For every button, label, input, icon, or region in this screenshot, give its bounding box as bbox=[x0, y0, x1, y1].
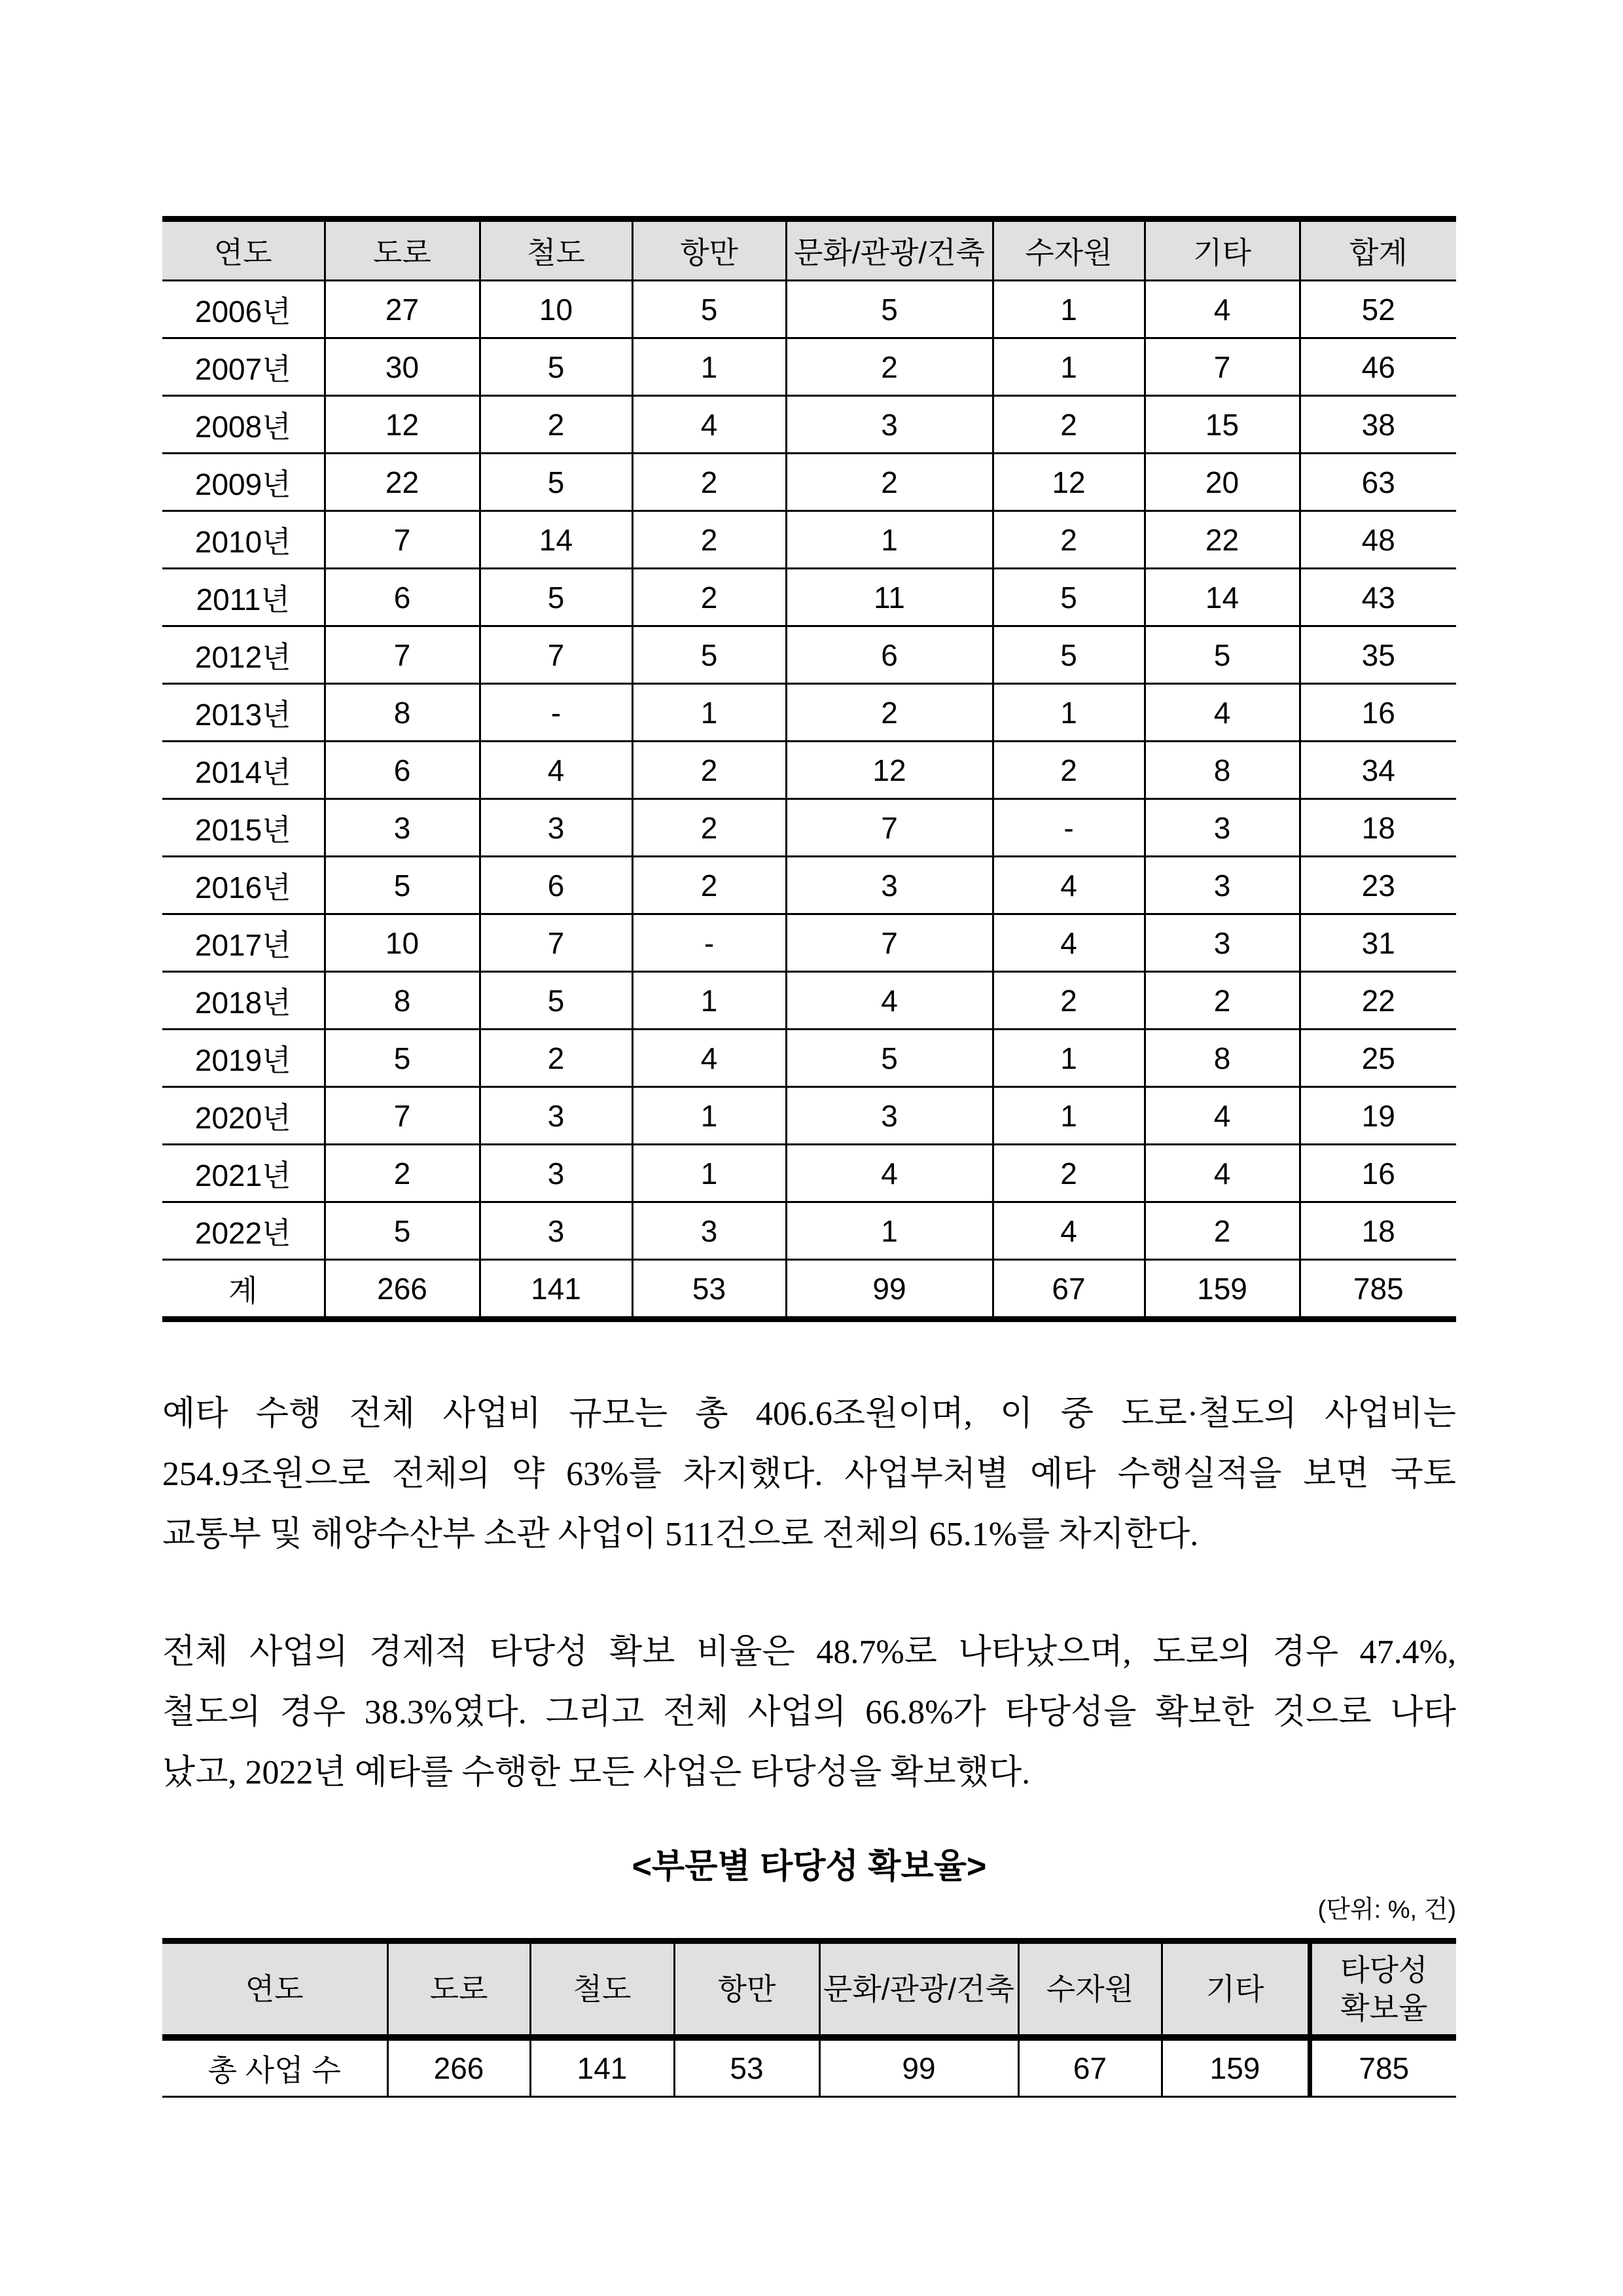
table-row bbox=[162, 742, 1456, 799]
column-header-water: 수자원 bbox=[1018, 1941, 1162, 2038]
row-label-cell: 2015년 bbox=[162, 799, 325, 857]
value-cell: 48 bbox=[1300, 511, 1456, 569]
value-cell: 46 bbox=[1300, 338, 1456, 396]
value-cell: 5 bbox=[480, 454, 632, 511]
table-row bbox=[162, 626, 1456, 684]
column-header-rail: 철도 bbox=[530, 1941, 674, 2038]
value-cell: 4 bbox=[632, 1030, 786, 1087]
value-cell: 4 bbox=[993, 914, 1145, 972]
column-header-culture: 문화/관광/건축 bbox=[786, 219, 993, 281]
table-row bbox=[162, 1087, 1456, 1145]
value-cell: 3 bbox=[480, 1087, 632, 1145]
row-label-cell: 2014년 bbox=[162, 742, 325, 799]
value-cell: 67 bbox=[993, 1260, 1145, 1319]
value-cell: 2 bbox=[993, 742, 1145, 799]
value-cell: 3 bbox=[480, 1202, 632, 1260]
value-cell: 27 bbox=[325, 281, 480, 338]
column-header-road: 도로 bbox=[387, 1941, 530, 2038]
column-header-etc: 기타 bbox=[1162, 1941, 1310, 2038]
value-cell: 7 bbox=[480, 626, 632, 684]
value-cell: 3 bbox=[786, 1087, 993, 1145]
table-header-row bbox=[162, 219, 1456, 281]
column-header-feasibility-rate: 타당성 확보율 bbox=[1310, 1941, 1456, 2038]
column-header-port: 항만 bbox=[674, 1941, 819, 2038]
row-label-cell: 2021년 bbox=[162, 1145, 325, 1202]
value-cell: 7 bbox=[480, 914, 632, 972]
page-content bbox=[162, 216, 1456, 2098]
value-cell: 5 bbox=[480, 972, 632, 1030]
column-header-year: 연도 bbox=[162, 219, 325, 281]
value-cell: 2 bbox=[632, 857, 786, 914]
value-cell: 2 bbox=[480, 1030, 632, 1087]
value-cell: 2 bbox=[993, 972, 1145, 1030]
row-label-cell: 2016년 bbox=[162, 857, 325, 914]
value-cell: 2 bbox=[480, 396, 632, 454]
value-cell: 5 bbox=[993, 569, 1145, 626]
value-cell: 12 bbox=[325, 396, 480, 454]
column-header-road: 도로 bbox=[325, 219, 480, 281]
value-cell: 785 bbox=[1300, 1260, 1456, 1319]
table-row bbox=[162, 569, 1456, 626]
value-cell: 35 bbox=[1300, 626, 1456, 684]
value-cell: 30 bbox=[325, 338, 480, 396]
table-row bbox=[162, 1030, 1456, 1087]
value-cell: 7 bbox=[786, 914, 993, 972]
value-cell: 43 bbox=[1300, 569, 1456, 626]
value-cell: 10 bbox=[325, 914, 480, 972]
column-header-rail: 철도 bbox=[480, 219, 632, 281]
value-cell: 5 bbox=[1145, 626, 1300, 684]
value-cell: 5 bbox=[786, 1030, 993, 1087]
value-cell: 2 bbox=[993, 1145, 1145, 1202]
table-row bbox=[162, 1260, 1456, 1319]
row-label-cell: 2018년 bbox=[162, 972, 325, 1030]
value-cell: 12 bbox=[786, 742, 993, 799]
value-cell: 99 bbox=[786, 1260, 993, 1319]
value-cell: 2 bbox=[325, 1145, 480, 1202]
row-label-cell: 2017년 bbox=[162, 914, 325, 972]
value-cell: 20 bbox=[1145, 454, 1300, 511]
value-cell: 3 bbox=[480, 799, 632, 857]
table-header-row bbox=[162, 1941, 1456, 2038]
value-cell: 5 bbox=[632, 281, 786, 338]
paragraph-line: 전체 사업의 경제적 타당성 확보 비율은 48.7%로 나타났으며, 도로의 경우 47.4%, bbox=[162, 1634, 1456, 1671]
table-row bbox=[162, 511, 1456, 569]
value-cell: 3 bbox=[786, 396, 993, 454]
value-cell: 266 bbox=[387, 2037, 530, 2097]
value-cell: 2 bbox=[993, 511, 1145, 569]
value-cell: 159 bbox=[1162, 2037, 1310, 2097]
value-cell: 2 bbox=[632, 511, 786, 569]
value-cell: 4 bbox=[1145, 281, 1300, 338]
table-row bbox=[162, 1202, 1456, 1260]
row-label-cell: 총 사업 수 bbox=[207, 2053, 341, 2087]
value-cell: 7 bbox=[325, 511, 480, 569]
yearly-sector-table-body bbox=[162, 281, 1456, 1319]
value-cell: 99 bbox=[819, 2037, 1018, 2097]
value-cell: 53 bbox=[632, 1260, 786, 1319]
value-cell: 16 bbox=[1300, 1145, 1456, 1202]
value-cell: 7 bbox=[325, 1087, 480, 1145]
value-cell: 3 bbox=[1145, 914, 1300, 972]
row-label-cell: 2013년 bbox=[162, 684, 325, 742]
value-cell: 19 bbox=[1300, 1087, 1456, 1145]
value-cell: 18 bbox=[1300, 1202, 1456, 1260]
table2-wrapper bbox=[162, 1938, 1456, 2098]
row-label-cell: 2009년 bbox=[162, 454, 325, 511]
table2-title: <부문별 타당성 확보율> bbox=[632, 1848, 987, 1886]
value-cell: 4 bbox=[480, 742, 632, 799]
value-cell: 3 bbox=[632, 1202, 786, 1260]
value-cell: 2 bbox=[632, 569, 786, 626]
value-cell: 22 bbox=[1145, 511, 1300, 569]
value-cell: 31 bbox=[1300, 914, 1456, 972]
table-row bbox=[162, 799, 1456, 857]
column-header-year: 연도 bbox=[162, 1941, 387, 2038]
value-cell: 25 bbox=[1300, 1030, 1456, 1087]
value-cell: 8 bbox=[1145, 742, 1300, 799]
value-cell: 7 bbox=[786, 799, 993, 857]
value-cell: 8 bbox=[325, 972, 480, 1030]
row-label-cell: 2022년 bbox=[162, 1202, 325, 1260]
value-cell: 12 bbox=[993, 454, 1145, 511]
value-cell: 266 bbox=[325, 1260, 480, 1319]
value-cell: 14 bbox=[480, 511, 632, 569]
value-cell: 3 bbox=[325, 799, 480, 857]
row-label-cell: 2012년 bbox=[162, 626, 325, 684]
value-cell: 2 bbox=[786, 684, 993, 742]
table2-unit-note: (단위: %, 건) bbox=[1317, 1896, 1456, 1924]
table-row bbox=[162, 684, 1456, 742]
value-cell: 34 bbox=[1300, 742, 1456, 799]
value-cell: 6 bbox=[786, 626, 993, 684]
value-cell: 1 bbox=[632, 338, 786, 396]
row-label-cell: 2019년 bbox=[162, 1030, 325, 1087]
feasibility-rate-table-body bbox=[162, 2037, 1456, 2097]
value-cell: 4 bbox=[786, 1145, 993, 1202]
value-cell: 67 bbox=[1018, 2037, 1162, 2097]
paragraph-feasibility-rate bbox=[162, 1623, 1456, 1803]
value-cell: 3 bbox=[480, 1145, 632, 1202]
value-cell: 23 bbox=[1300, 857, 1456, 914]
table-row bbox=[162, 2037, 1456, 2097]
value-cell: 3 bbox=[786, 857, 993, 914]
row-label-cell: 2006년 bbox=[194, 294, 291, 329]
value-cell: 6 bbox=[325, 742, 480, 799]
value-cell: 2 bbox=[786, 338, 993, 396]
value-cell: 2 bbox=[632, 742, 786, 799]
value-cell: 141 bbox=[480, 1260, 632, 1319]
value-cell: 5 bbox=[632, 626, 786, 684]
value-cell: 4 bbox=[786, 972, 993, 1030]
column-header-etc: 기타 bbox=[1145, 219, 1300, 281]
value-cell: 22 bbox=[1300, 972, 1456, 1030]
table-row bbox=[162, 338, 1456, 396]
value-cell: 16 bbox=[1300, 684, 1456, 742]
table-row bbox=[162, 454, 1456, 511]
value-cell: 4 bbox=[1145, 1087, 1300, 1145]
value-cell: 4 bbox=[1145, 684, 1300, 742]
table-row bbox=[162, 972, 1456, 1030]
value-cell: 8 bbox=[325, 684, 480, 742]
row-label-cell: 2007년 bbox=[162, 338, 325, 396]
paragraph-line: 예타 수행 전체 사업비 규모는 총 406.6조원이며, 이 중 도로·철도의 사업비는 bbox=[162, 1395, 1456, 1433]
value-cell: 11 bbox=[786, 569, 993, 626]
value-cell: 5 bbox=[325, 857, 480, 914]
value-cell: 63 bbox=[1300, 454, 1456, 511]
value-cell: 8 bbox=[1145, 1030, 1300, 1087]
value-cell: 6 bbox=[325, 569, 480, 626]
value-cell: 141 bbox=[530, 2037, 674, 2097]
value-cell: 6 bbox=[480, 857, 632, 914]
value-cell: 1 bbox=[786, 1202, 993, 1260]
paragraph-project-cost bbox=[162, 1384, 1456, 1565]
yearly-sector-table bbox=[162, 216, 1456, 1322]
value-cell: 7 bbox=[325, 626, 480, 684]
value-cell: 10 bbox=[480, 281, 632, 338]
feasibility-rate-table bbox=[162, 1938, 1456, 2098]
value-cell: 4 bbox=[993, 857, 1145, 914]
value-cell: - bbox=[480, 684, 632, 742]
value-cell: 1 bbox=[993, 1030, 1145, 1087]
value-cell: 53 bbox=[674, 2037, 819, 2097]
value-cell: 5 bbox=[325, 1030, 480, 1087]
value-cell: 2 bbox=[632, 454, 786, 511]
value-cell: 1 bbox=[786, 511, 993, 569]
value-cell: 7 bbox=[1145, 338, 1300, 396]
value-cell: 1 bbox=[993, 684, 1145, 742]
value-cell: 15 bbox=[1145, 396, 1300, 454]
value-cell: 1 bbox=[993, 1087, 1145, 1145]
value-cell: 1 bbox=[632, 972, 786, 1030]
value-cell: 2 bbox=[632, 799, 786, 857]
value-cell: 2 bbox=[993, 396, 1145, 454]
column-header-port: 항만 bbox=[632, 219, 786, 281]
value-cell: 785 bbox=[1310, 2037, 1456, 2097]
value-cell: 3 bbox=[1145, 857, 1300, 914]
row-label-cell: 2010년 bbox=[162, 511, 325, 569]
table-row bbox=[162, 1145, 1456, 1202]
value-cell: 1 bbox=[993, 281, 1145, 338]
value-cell: 2 bbox=[786, 454, 993, 511]
table-row bbox=[162, 914, 1456, 972]
value-cell: 18 bbox=[1300, 799, 1456, 857]
paragraph-line: 철도의 경우 38.3%였다. 그리고 전체 사업의 66.8%가 타당성을 확보한 것으로 나타 bbox=[162, 1694, 1456, 1731]
value-cell: 1 bbox=[993, 338, 1145, 396]
row-label-cell: 계 bbox=[162, 1260, 325, 1319]
row-label-cell: 2011년 bbox=[162, 569, 325, 626]
value-cell: 5 bbox=[480, 338, 632, 396]
paragraph-line: 났고, 2022년 예타를 수행한 모든 사업은 타당성을 확보했다. bbox=[162, 1754, 1031, 1791]
table-row bbox=[162, 857, 1456, 914]
value-cell: 52 bbox=[1300, 281, 1456, 338]
table-row bbox=[162, 281, 1456, 338]
value-cell: 1 bbox=[632, 684, 786, 742]
value-cell: 4 bbox=[632, 396, 786, 454]
row-label-cell: 2008년 bbox=[162, 396, 325, 454]
value-cell: 5 bbox=[325, 1202, 480, 1260]
value-cell: 1 bbox=[632, 1145, 786, 1202]
value-cell: - bbox=[993, 799, 1145, 857]
row-label-cell: 2020년 bbox=[162, 1087, 325, 1145]
value-cell: 4 bbox=[1145, 1145, 1300, 1202]
value-cell: 3 bbox=[1145, 799, 1300, 857]
value-cell: 2 bbox=[1145, 972, 1300, 1030]
value-cell: 22 bbox=[325, 454, 480, 511]
paragraph-line: 교통부 및 해양수산부 소관 사업이 511건으로 전체의 65.1%를 차지한다. bbox=[162, 1516, 1199, 1553]
value-cell: 38 bbox=[1300, 396, 1456, 454]
value-cell: 1 bbox=[632, 1087, 786, 1145]
value-cell: 14 bbox=[1145, 569, 1300, 626]
value-cell: 5 bbox=[480, 569, 632, 626]
table-row bbox=[162, 396, 1456, 454]
column-header-total: 합계 bbox=[1300, 219, 1456, 281]
paragraph-line: 254.9조원으로 전체의 약 63%를 차지했다. 사업부처별 예타 수행실적을 보면 국토 bbox=[162, 1456, 1456, 1493]
value-cell: - bbox=[632, 914, 786, 972]
value-cell: 5 bbox=[993, 626, 1145, 684]
column-header-culture: 문화/관광/건축 bbox=[819, 1941, 1018, 2038]
value-cell: 4 bbox=[993, 1202, 1145, 1260]
column-header-water: 수자원 bbox=[993, 219, 1145, 281]
value-cell: 159 bbox=[1145, 1260, 1300, 1319]
value-cell: 5 bbox=[786, 281, 993, 338]
value-cell: 2 bbox=[1145, 1202, 1300, 1260]
